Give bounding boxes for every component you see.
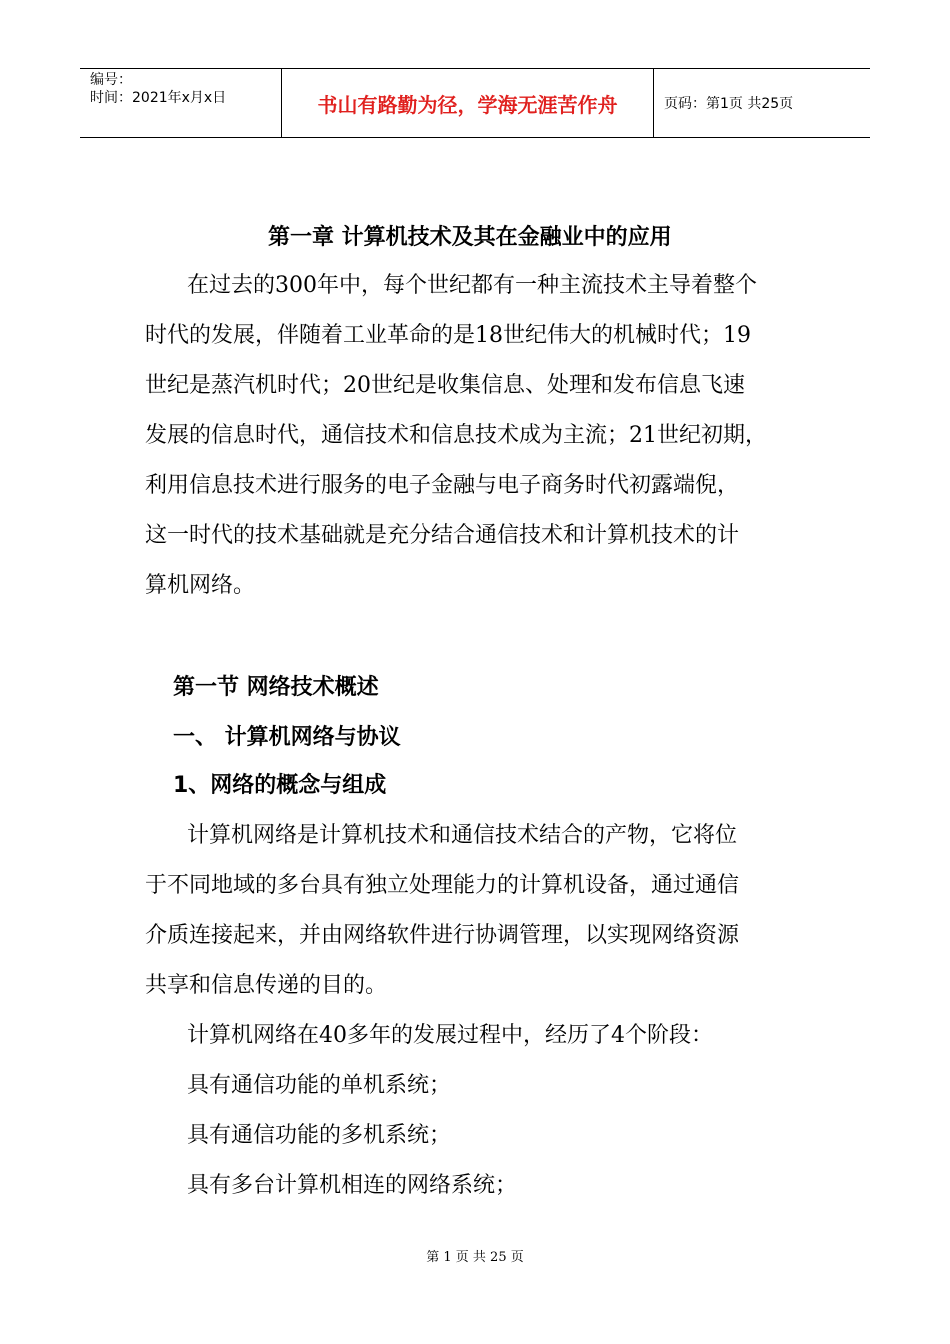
page-footer: 第 1 页 共 25 页	[426, 1250, 524, 1265]
header-table	[80, 68, 870, 138]
stage-item: 具有多台计算机相连的网络系统；	[187, 1173, 518, 1198]
section-title: 第一节 网络技术概述	[173, 675, 379, 700]
concept-line: 共享和信息传递的目的。	[145, 973, 388, 998]
subsubsection-title: 1、网络的概念与组成	[173, 773, 387, 798]
stage-item: 具有通信功能的单机系统；	[187, 1073, 452, 1098]
intro-line: 在过去的300年中，每个世纪都有一种主流技术主导着整个	[187, 273, 757, 298]
intro-line: 这一时代的技术基础就是充分结合通信技术和计算机技术的计	[145, 523, 740, 548]
number-label: 编号：	[90, 72, 132, 88]
concept-line: 计算机网络是计算机技术和通信技术结合的产物，它将位	[187, 823, 738, 848]
header-page-info: 页码：第1页 共25页	[664, 96, 794, 112]
header-motto: 书山有路勤为径，学海无涯苦作舟	[282, 69, 654, 137]
date-label: 时间：2021年x月x日	[90, 90, 227, 106]
header-meta-cell	[80, 69, 282, 137]
chapter-title: 第一章 计算机技术及其在金融业中的应用	[268, 225, 672, 250]
stage-item: 具有通信功能的多机系统；	[187, 1123, 452, 1148]
intro-line: 利用信息技术进行服务的电子金融与电子商务时代初露端倪，	[145, 473, 740, 498]
intro-line: 算机网络。	[145, 573, 256, 598]
stages-intro: 计算机网络在40多年的发展过程中，经历了4个阶段：	[187, 1023, 713, 1048]
intro-line: 世纪是蒸汽机时代；20世纪是收集信息、处理和发布信息飞速	[145, 373, 745, 398]
subsection-title: 一、 计算机网络与协议	[173, 725, 401, 750]
concept-line: 介质连接起来，并由网络软件进行协调管理，以实现网络资源	[145, 923, 740, 948]
intro-line: 发展的信息时代，通信技术和信息技术成为主流；21世纪初期，	[145, 423, 767, 448]
concept-line: 于不同地域的多台具有独立处理能力的计算机设备，通过通信	[145, 873, 740, 898]
intro-line: 时代的发展，伴随着工业革命的是18世纪伟大的机械时代；19	[145, 323, 751, 348]
